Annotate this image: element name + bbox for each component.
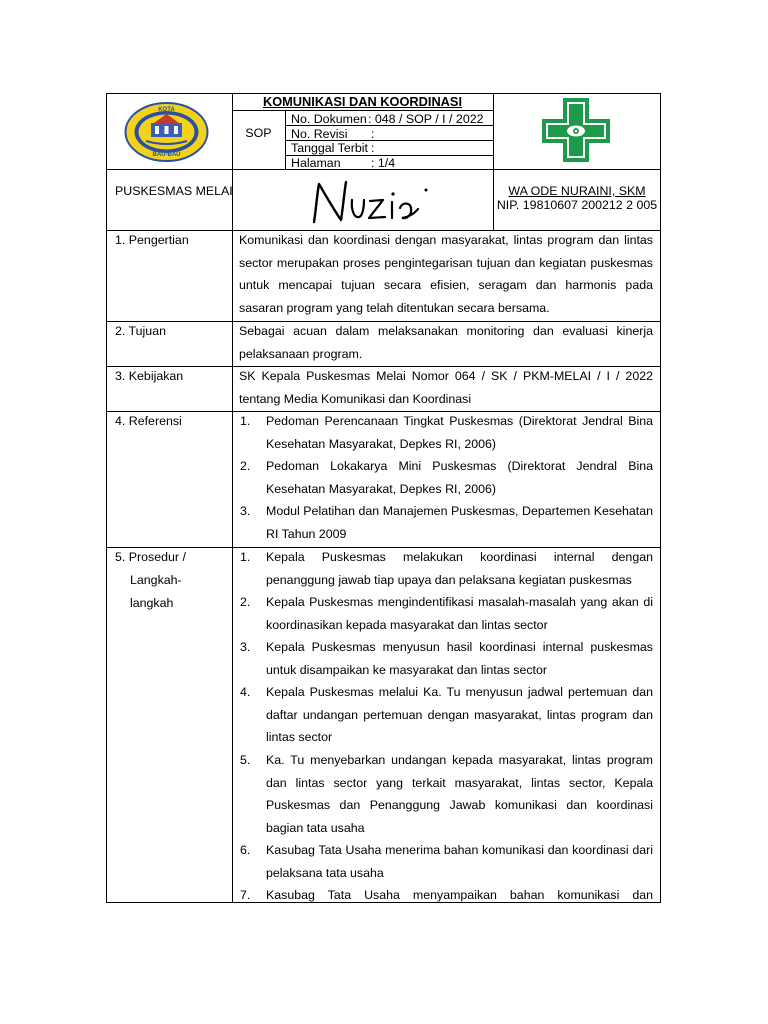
- section-text-kebijakan: SK Kepala Puskesmas Melai Nomor 064 / SK / PKM-MELAI / I / 2022 tentang Media Komunikasi dan Koordinasi: [239, 369, 653, 406]
- logo-top-text: KOTA: [158, 107, 175, 113]
- organization-name: PUSKESMAS MELAI: [115, 184, 233, 198]
- logo-bottom-text: BAU-BAU: [152, 152, 181, 158]
- section-text-tujuan: Sebagai acuan dalam melaksanakan monitoring dan evaluasi kinerja pelaksanaan program.: [239, 324, 653, 361]
- section-label-referensi: 4. Referensi: [115, 414, 182, 428]
- handwritten-signature: [308, 176, 434, 226]
- document-title: KOMUNIKASI DAN KOORDINASI: [262, 94, 463, 109]
- city-logo: [124, 101, 209, 163]
- puskesmas-logo: [540, 97, 612, 163]
- list-item: 7. Kasubag Tata Usaha menyampaikan bahan komunikasi dan: [240, 888, 653, 902]
- sop-label: SOP: [245, 126, 272, 140]
- section-label-kebijakan: 3. Kebijakan: [115, 369, 184, 383]
- section-label-tujuan: 2. Tujuan: [115, 324, 166, 338]
- signatory-name: WA ODE NURAINI, SKM: [508, 184, 646, 198]
- signatory-nip: NIP. 19810607 200212 2 005: [496, 198, 658, 212]
- section-text-pengertian: Komunikasi dan koordinasi dengan masyarakat, lintas program dan lintas sector merupakan proses pengintegarisan tujuan dan kegiatan puskesmas untuk mencapai tujuan secara efisien, seragam dan harmonis pada sasaran program yang telah ditentukan secara bersama.: [239, 233, 653, 315]
- section-label-pengertian: 1. Pengertian: [115, 233, 189, 247]
